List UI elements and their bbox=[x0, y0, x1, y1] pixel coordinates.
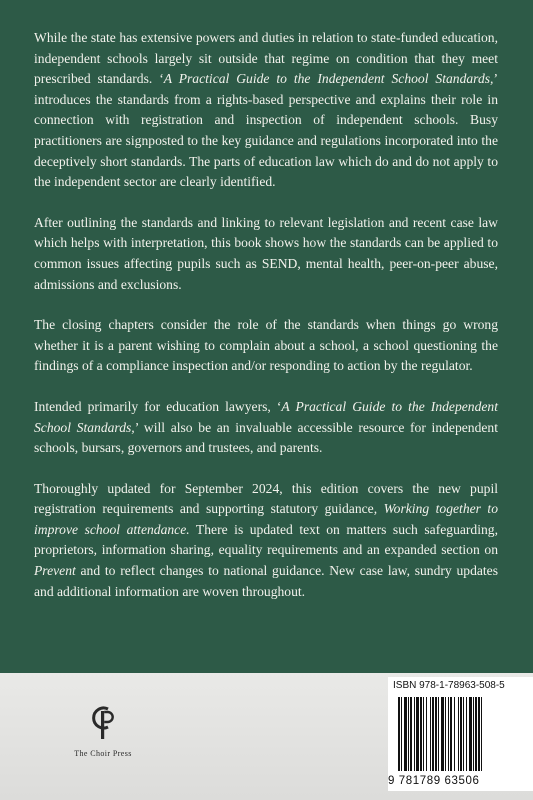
barcode-bar bbox=[408, 697, 409, 771]
barcode-bar bbox=[466, 697, 467, 771]
barcode-bar bbox=[438, 697, 439, 771]
blurb-paragraph-4 bbox=[34, 397, 498, 459]
book-title-italic: A Practical Guide to the Independent School Standards, bbox=[34, 398, 498, 435]
barcode-bar bbox=[426, 697, 427, 771]
barcode-digits: 9 781789 63506 bbox=[388, 775, 480, 787]
prevent-title-italic: Prevent bbox=[34, 563, 76, 579]
barcode-bar bbox=[414, 697, 415, 771]
blurb-text-run: Intended primarily for education lawyers, ‘ bbox=[34, 398, 282, 414]
blurb-paragraph-1 bbox=[34, 28, 498, 193]
barcode-bar bbox=[478, 697, 480, 771]
barcode-bar bbox=[460, 697, 462, 771]
barcode-bar bbox=[435, 697, 437, 771]
barcode-bar bbox=[423, 697, 424, 771]
barcode-bar bbox=[398, 697, 400, 771]
barcode-bar bbox=[410, 697, 412, 771]
publisher-name: The Choir Press bbox=[74, 749, 132, 758]
isbn-label: ISBN 978-1-78963-508-5 bbox=[393, 680, 505, 691]
barcode-bar bbox=[454, 697, 455, 771]
blurb-paragraph-2: After outlining the standards and linking to relevant legislation and recent case law which helps with interpretation, this book shows how the standards can be applied to common issues affecting pupils such as SEND, mental health, peer-on-peer abuse, admissions and exclusions. bbox=[34, 214, 498, 292]
guidance-title-italic: Working together to improve school attendance. bbox=[34, 501, 499, 537]
barcode-bar bbox=[441, 697, 444, 771]
barcode-bar bbox=[420, 697, 422, 771]
barcode-bar bbox=[432, 697, 434, 771]
blurb-paragraph-5 bbox=[34, 479, 498, 603]
blurb-paragraph-3: The closing chapters consider the role of the standards when things go wrong whether it is a parent wishing to complain about a school, a school questioning the findings of a compliance inspection and/or responding to action by the regulator. bbox=[34, 317, 498, 374]
barcode-bar bbox=[448, 697, 449, 771]
publisher-logo bbox=[58, 703, 148, 771]
blurb-text bbox=[34, 28, 498, 622]
blurb-text-run: There is updated text on matters such safeguarding, proprietors, information sharing, equality requirements and an expanded section on bbox=[34, 521, 498, 558]
blurb-text-run: Thoroughly updated for September 2024, this edition covers the new pupil registration requirements and supporting statutory guidance, bbox=[34, 480, 498, 517]
barcode-bar bbox=[401, 697, 402, 771]
barcode-bar bbox=[404, 697, 407, 771]
barcode-bar bbox=[445, 697, 446, 771]
blurb-text-run: While the state has extensive powers and duties in relation to state-funded education, independent schools largely sit outside that regime on condition that they meet prescribed standards. ‘ bbox=[34, 30, 498, 87]
blurb-text-run: ’ introduces the standards from a rights-based perspective and explains their role in connection with registration and inspection of independent schools. Busy practitioners are signposted to the key guidance and regulations incorporated into the deceptively short standards. The parts of education law which do and do not apply to the independent sector are clearly identified. bbox=[34, 71, 498, 190]
barcode-bar bbox=[463, 697, 464, 771]
cp-monogram-icon bbox=[88, 703, 118, 741]
barcode-bar bbox=[473, 697, 474, 771]
blurb-text-run: and to reflect changes to national guidance. New case law, sundry updates and additional information are woven throughout. bbox=[34, 563, 498, 599]
barcode-bar bbox=[469, 697, 472, 771]
barcode-bar bbox=[458, 697, 459, 771]
isbn-barcode-block bbox=[388, 677, 533, 791]
barcode-bar bbox=[450, 697, 452, 771]
barcode-bar bbox=[416, 697, 419, 771]
barcode-bar bbox=[481, 697, 482, 771]
blurb-text-run: ’ will also be an invaluable accessible resource for independent schools, bursars, governors and trustees, and parents. bbox=[34, 419, 498, 456]
book-title-italic: A Practical Guide to the Independent School Standards, bbox=[163, 71, 494, 87]
barcode-bar bbox=[475, 697, 477, 771]
barcode-bar bbox=[430, 697, 431, 771]
barcode bbox=[392, 697, 530, 773]
